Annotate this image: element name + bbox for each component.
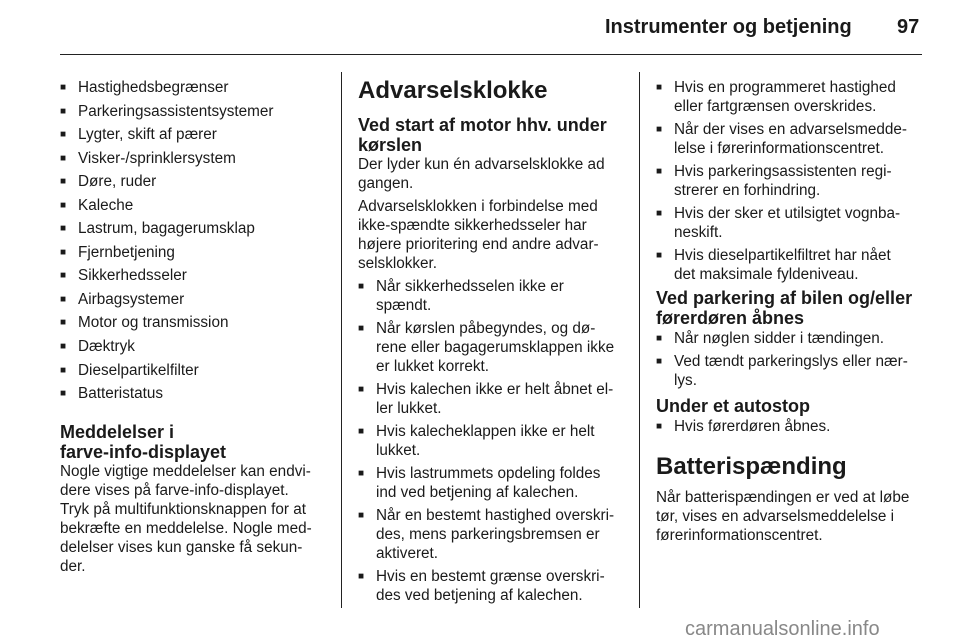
watermark-text: carmanualsonline.info: [685, 618, 880, 640]
text-line: Når batterispændingen er ved at løbe: [656, 489, 910, 506]
heading-line: førerdøren åbnes: [656, 308, 805, 328]
text-line: bekræfte en meddelelse. Nogle med-: [60, 520, 312, 538]
text-line: ■ Hvis førerdøren åbnes.: [674, 418, 831, 435]
list-item: ■ Dieselpartikelfilter: [60, 361, 328, 380]
text-line: selsklokker.: [358, 255, 438, 272]
list-item: ■ Airbagsystemer: [60, 290, 328, 309]
text-line: Der lyder kun én advarselsklokke ad: [358, 156, 605, 173]
list-item: ■ Kaleche: [60, 196, 328, 215]
text-line: ■ Når kørslen påbegyndes, og dø-: [376, 320, 596, 337]
page-number: 97: [897, 16, 920, 38]
list-item: [656, 162, 920, 200]
list-item: ■ Døre, ruder: [60, 172, 328, 191]
section-heading-advarselsklokke: Advarselsklokke: [358, 77, 548, 104]
text-line: aktiveret.: [376, 545, 439, 562]
column-1: [60, 78, 328, 576]
list-item: [358, 567, 624, 605]
text-line: des, mens parkeringsbremsen er: [376, 526, 600, 543]
list-item: [656, 329, 920, 348]
header-rule: [60, 54, 922, 55]
list-item: ■ Parkeringsassistentsystemer: [60, 102, 328, 121]
list-item: [358, 319, 624, 376]
text-line: ■ Hvis en bestemt grænse overskri-: [376, 568, 605, 585]
paragraph-batterispaending: [656, 488, 920, 545]
section-heading-batterispaending: Batterispænding: [656, 453, 847, 480]
topic-list: [60, 78, 328, 403]
text-line: ■ Når en bestemt hastighed overskri-: [376, 507, 615, 524]
subheading-start-af-motor: [358, 115, 624, 155]
list-item: [358, 422, 624, 460]
paragraph-single-chime: [358, 155, 624, 193]
list-item: ■ Lygter, skift af pærer: [60, 125, 328, 144]
parking-conditions-list: [656, 329, 920, 390]
text-line: rene eller bagagerumsklappen ikke: [376, 339, 615, 356]
text-line: lys.: [674, 372, 697, 389]
text-line: ■ Når nøglen sidder i tændingen.: [674, 330, 885, 347]
text-line: dere vises på farve-info-displayet.: [60, 482, 289, 500]
list-item: ■ Lastrum, bagagerumsklap: [60, 219, 328, 238]
text-line: neskift.: [674, 224, 723, 241]
text-line: ■ Hvis kalechen ikke er helt åbnet el-: [376, 381, 614, 398]
text-line: eller fartgrænsen overskrides.: [674, 98, 877, 115]
column-2: [358, 78, 624, 609]
paragraph-meddelelser: [60, 462, 328, 576]
heading-line: Ved start af motor hhv. under: [358, 115, 607, 135]
column-3: [656, 78, 920, 545]
text-line: ■ Når der vises en advarselsmedde-: [674, 121, 907, 138]
text-line: ■ Hvis parkeringsassistenten regi-: [674, 163, 892, 180]
column-divider-right: [639, 72, 640, 608]
text-line: ■ Ved tændt parkeringslys eller nær-: [674, 353, 908, 370]
paragraph-priority: [358, 197, 624, 273]
list-item: ■ Hastighedsbegrænser: [60, 78, 328, 97]
page-header-title: Instrumenter og betjening: [605, 16, 852, 38]
text-line: det maksimale fyldeniveau.: [674, 266, 859, 283]
list-item: [656, 417, 920, 436]
text-line: ind ved betjening af kalechen.: [376, 484, 579, 501]
subheading-autostop: Under et autostop: [656, 396, 811, 416]
list-item: ■ Sikkerhedsseler: [60, 266, 328, 285]
text-line: lukket.: [376, 442, 421, 459]
text-line: gangen.: [358, 175, 414, 192]
text-line: Nogle vigtige meddelelser kan endvi-: [60, 463, 311, 481]
list-item: ■ Motor og transmission: [60, 313, 328, 332]
list-item: [656, 78, 920, 116]
list-item: [656, 120, 920, 158]
text-line: der.: [60, 558, 86, 576]
text-line: ■ Hvis dieselpartikelfiltret har nået: [674, 247, 891, 264]
text-line: lelse i førerinformationscentret.: [674, 140, 884, 157]
text-line: ■ Hvis lastrummets opdeling foldes: [376, 465, 601, 482]
list-item: ■ Visker-/sprinklersystem: [60, 149, 328, 168]
text-line: spændt.: [376, 297, 432, 314]
heading-line: kørslen: [358, 135, 423, 155]
text-line: tør, vises en advarselsmeddelelse i: [656, 508, 895, 525]
text-line: er lukket korrekt.: [376, 358, 490, 375]
autostop-conditions-list: [656, 417, 920, 436]
text-line: ■ Hvis kalecheklappen ikke er helt: [376, 423, 595, 440]
text-line: strerer en forhindring.: [674, 182, 821, 199]
chime-conditions-list-cont: [656, 78, 920, 284]
section-heading-meddelelser: [60, 422, 328, 462]
text-line: ikke-spændte sikkerhedsseler har: [358, 217, 587, 234]
text-line: Advarselsklokken i forbindelse med: [358, 198, 598, 215]
text-line: ■ Når sikkerhedsselen ikke er: [376, 278, 564, 295]
heading-line: farve-info-displayet: [60, 442, 227, 463]
list-item: [358, 277, 624, 315]
list-item: [358, 506, 624, 563]
text-line: ■ Hvis der sker et utilsigtet vognba-: [674, 205, 901, 222]
list-item: [656, 204, 920, 242]
text-line: Tryk på multifunktionsknappen for at: [60, 501, 307, 519]
list-item: [656, 246, 920, 284]
text-line: førerinformationscentret.: [656, 527, 823, 544]
list-item: ■ Batteristatus: [60, 384, 328, 403]
list-item: ■ Fjernbetjening: [60, 243, 328, 262]
text-line: ler lukket.: [376, 400, 442, 417]
list-item: [358, 380, 624, 418]
list-item: [656, 352, 920, 390]
column-divider-left: [341, 72, 342, 608]
list-item: ■ Dæktryk: [60, 337, 328, 356]
chime-conditions-list: [358, 277, 624, 605]
list-item: [358, 464, 624, 502]
text-line: ■ Hvis en programmeret hastighed: [674, 79, 896, 96]
subheading-parkering: [656, 288, 920, 328]
text-line: delelser vises kun ganske få sekun-: [60, 539, 303, 557]
text-line: des ved betjening af kalechen.: [376, 587, 583, 604]
text-line: højere prioritering end andre advar-: [358, 236, 599, 253]
heading-line: Ved parkering af bilen og/eller: [656, 288, 913, 308]
heading-line: Meddelelser i: [60, 422, 175, 443]
